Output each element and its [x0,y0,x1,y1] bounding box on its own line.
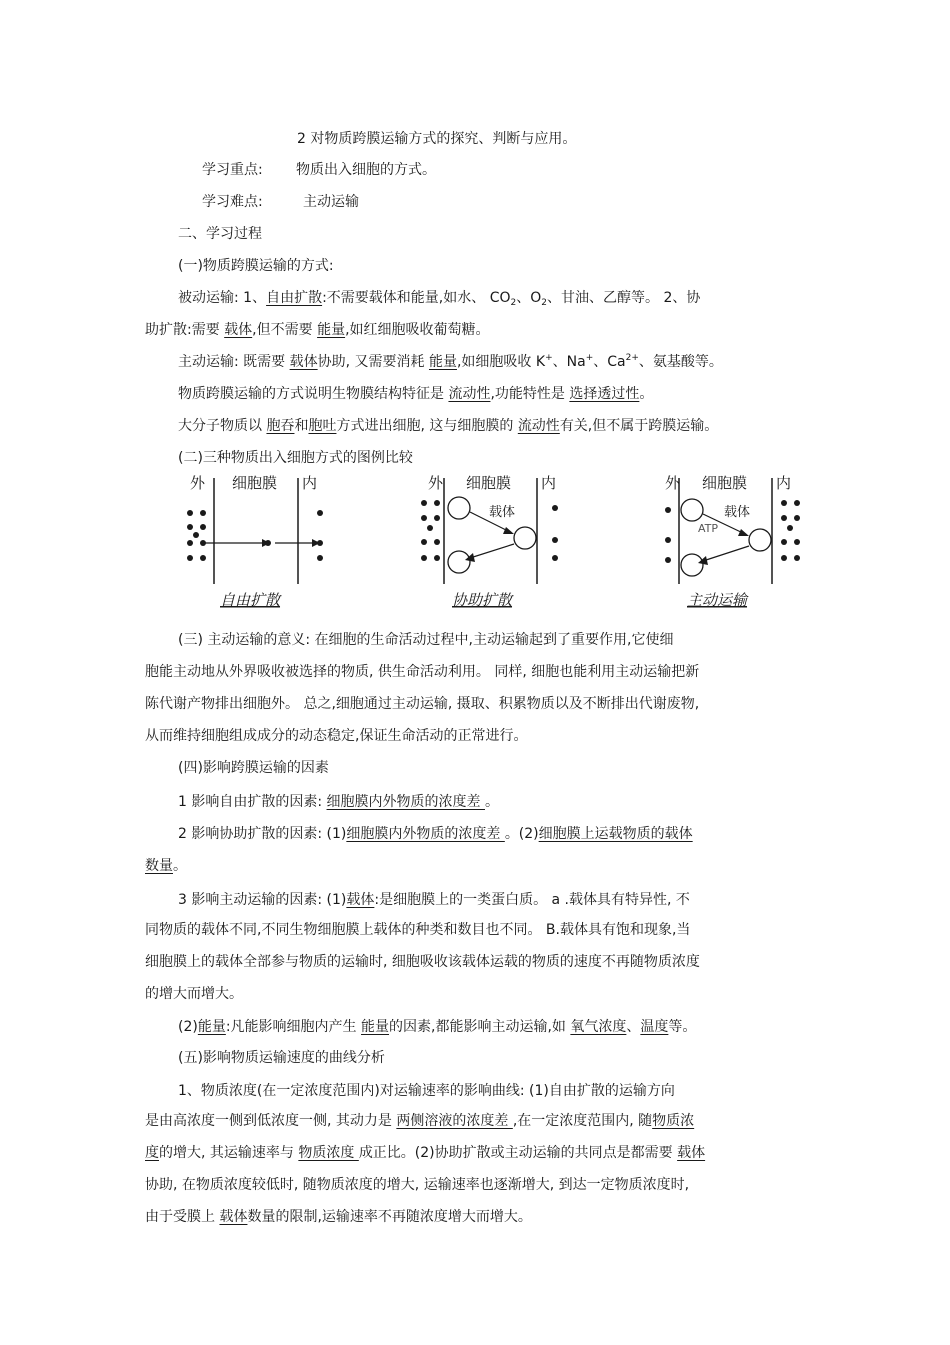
subheading-4: (四)影响跨膜运输的因素 [178,760,329,776]
label-atp: ATP [698,522,719,535]
active-transport-significance-4: 从而维持细胞组成成分的动态稳定,保证生命活动的正常进行。 [145,728,528,744]
caption-facilitated-diffusion: 协助扩散 [452,591,513,609]
molecules-inside-3 [781,500,800,561]
key-point-label: 学习重点: [202,162,263,178]
facilitated-diffusion-line: 助扩散:需要 载体,但不需要 能量,如红细胞吸收葡萄糖。 [145,322,490,338]
caption-free-diffusion: 自由扩散 [220,591,281,609]
label-membrane-2: 细胞膜 [466,474,512,492]
label-membrane-1: 细胞膜 [232,474,278,492]
active-transport-significance-2: 胞能主动地从外界吸收被选择的物质, 供生命活动利用。 同样, 细胞也能利用主动运输把新 [145,664,700,680]
label-carrier-2: 载体 [489,505,516,520]
active-transport-factor-2: 同物质的载体不同,不同生物细胞膜上载体的种类和数目也不同。 B.载体具有饱和现象,当 [145,922,691,938]
difficulty-value: 主动运输 [303,194,359,210]
subheading-1: (一)物质跨膜运输的方式: [178,258,334,274]
label-inside-3: 内 [776,474,792,492]
active-transport-significance-3: 陈代谢产物排出细胞外。 总之,细胞通过主动运输, 摄取、积累物质以及不断排出代谢废物, [145,696,700,712]
caption-active-transport: 主动运输 [687,591,748,609]
active-transport-factor-1: 3 影响主动运输的因素: (1)载体:是细胞膜上的一类蛋白质。 a .载体具有特异性, 不 [178,892,690,908]
carrier-2c [448,551,470,573]
label-outside-2: 外 [428,474,444,492]
facilitated-diffusion-factor-cont: 数量。 [145,858,187,874]
molecules-inside-2 [552,505,558,561]
objective-line: 2 对物质跨膜运输方式的探究、判断与应用。 [297,131,577,147]
difficulty-label: 学习难点: [202,194,263,210]
macromolecule-line: 大分子物质以 胞吞和胞吐方式进出细胞, 这与细胞膜的 流动性有关,但不属于跨膜运输。 [178,418,719,434]
active-transport-significance-1: (三) 主动运输的意义: 在细胞的生命活动过程中,主动运输起到了重要作用,它使细 [178,632,674,648]
curve-analysis-4: 协助, 在物质浓度较低时, 随物质浓度的增大, 运输速率也逐渐增大, 到达一定物质浓度时, [145,1177,690,1193]
carrier-3b [749,529,771,551]
curve-analysis-3: 度的增大, 其运输速率与 物质浓度 成正比。(2)协助扩散或主动运输的共同点是都需要 载体 [145,1145,706,1161]
molecules-inside-1 [317,510,323,561]
label-inside-1: 内 [302,474,318,492]
active-transport-factor-3: 细胞膜上的载体全部参与物质的运输时, 细胞吸收该载体运载的物质的速度不再随物质浓度 [145,954,700,970]
label-outside-1: 外 [190,474,206,492]
membrane-feature-line: 物质跨膜运输的方式说明生物膜结构特征是 流动性,功能特性是 选择透过性。 [178,386,654,402]
transport-diagrams [0,470,950,640]
section-heading-process: 二、学习过程 [178,226,262,242]
curve-analysis-2: 是由高浓度一侧到低浓度一侧, 其动力是 两侧溶液的浓度差 ,在一定浓度范围内, 随物质浓 [145,1113,695,1129]
label-outside-3: 外 [665,474,681,492]
active-transport-line: 主动运输: 既需要 载体协助, 又需要消耗 能量,如细胞吸收 K+、Na+、$Ca^{2+}$、氨基酸等。 [178,353,723,370]
carrier-2b [514,527,536,549]
facilitated-diffusion-factor: 2 影响协助扩散的因素: (1)细胞膜内外物质的浓度差 。(2)细胞膜上运载物质的载体 [178,826,693,842]
carrier-3a [681,499,703,521]
free-diffusion-factor: 1 影响自由扩散的因素: 细胞膜内外物质的浓度差 。 [178,794,499,810]
subheading-5: (五)影响物质运输速度的曲线分析 [178,1050,385,1066]
molecules-outside-1 [187,510,206,561]
passive-transport-line: 被动运输: 1、自由扩散:不需要载体和能量,如水、 $CO_2$、$O_2$、甘油、乙醇等。 2、协 [178,290,701,308]
energy-factor: (2)能量:凡能影响细胞内产生 能量的因素,都能影响主动运输,如 氧气浓度、温度等。 [178,1019,697,1035]
molecules-outside-2 [421,500,440,561]
carrier-2a [448,497,470,519]
key-point-value: 物质出入细胞的方式。 [296,162,436,178]
label-membrane-3: 细胞膜 [702,474,748,492]
molecules-outside-3 [665,507,671,563]
curve-analysis-5: 由于受膜上 载体数量的限制,运输速率不再随浓度增大而增大。 [145,1209,532,1225]
label-inside-2: 内 [541,474,557,492]
subheading-2: (二)三种物质出入细胞方式的图例比较 [178,450,413,466]
curve-analysis-1: 1、物质浓度(在一定浓度范围内)对运输速率的影响曲线: (1)自由扩散的运输方向 [178,1083,675,1099]
label-carrier-3: 载体 [724,505,751,520]
active-transport-factor-4: 的增大而增大。 [145,986,243,1002]
carrier-3c [681,554,703,576]
